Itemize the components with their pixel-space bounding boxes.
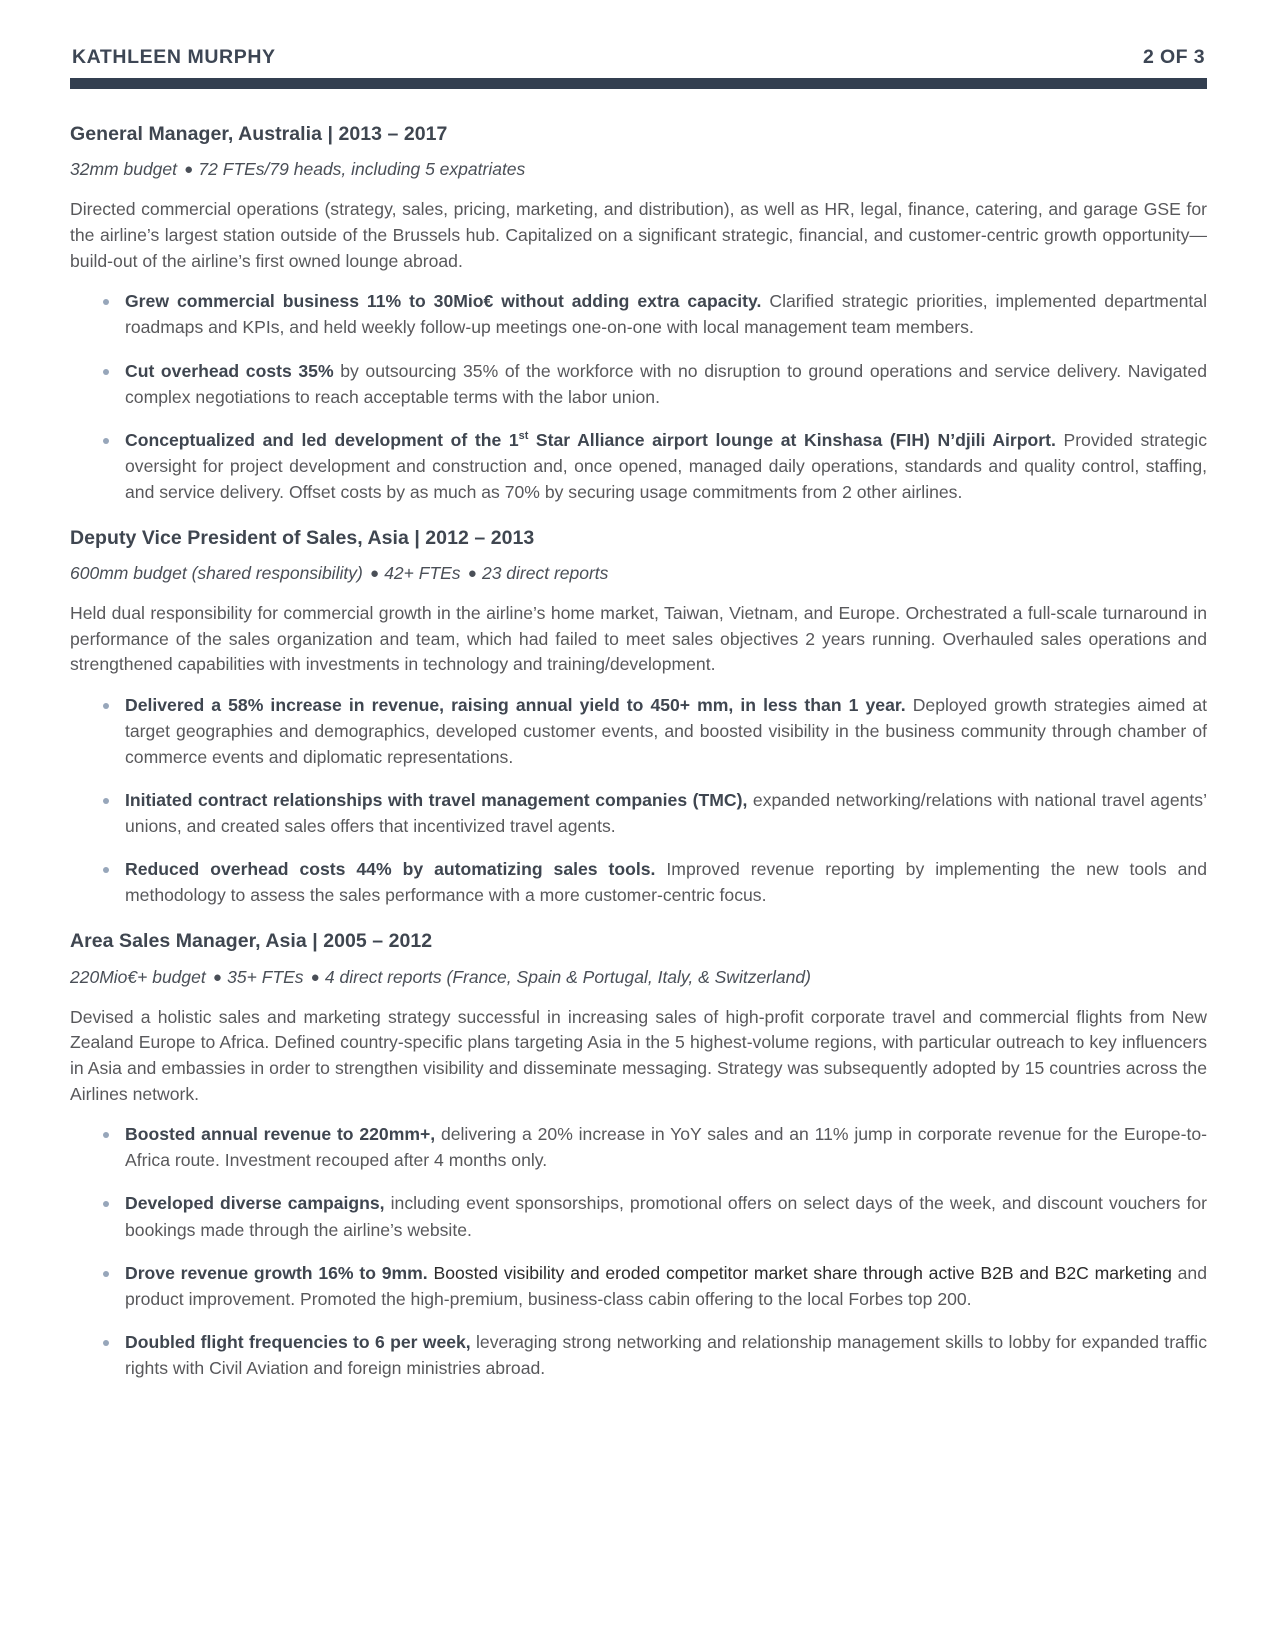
achievement-item [70,427,1207,505]
achievement-lead: Drove revenue growth 16% to 9mm. [125,1262,428,1283]
meta-part: 42+ FTEs [384,563,461,584]
job-entry [70,527,1207,909]
ordinal-suffix: st [518,429,529,442]
achievement-lead: Grew commercial business 11% to 30Mio€ without adding extra capacity. [125,291,762,312]
achievement-list [70,1121,1207,1380]
achievement-lead: Doubled flight frequencies to 6 per week, [125,1331,471,1352]
header-page-indicator: 2 OF 3 [1142,46,1205,68]
job-title: Deputy Vice President of Sales, Asia | 2012 – 2013 [70,526,535,549]
job-meta [70,563,1207,584]
meta-separator-bullet: ● [180,161,198,179]
achievement-detail: expanded networking/relations with national travel agents’ unions, and created sales offers that incentivized travel agents. [125,790,1208,837]
achievement-detail: leveraging strong networking and relationship management skills to lobby for expanded traffic rights with Civil Aviation and foreign ministries abroad. [125,1331,1207,1378]
achievement-detail: Clarified strategic priorities, implemented departmental roadmaps and KPIs, and held weekly follow-up meetings one-on-one with local management team members. [125,291,1207,338]
meta-part: 35+ FTEs [227,966,304,987]
meta-part: 23 direct reports [481,563,609,584]
achievement-lead: Reduced overhead costs 44% by automatizing sales tools. [125,859,656,880]
job-meta [70,967,1207,988]
achievement-item [70,1190,1207,1242]
meta-part: 220Mio€+ budget [70,966,206,987]
meta-part: 4 direct reports (France, Spain & Portugal, Italy, & Switzerland) [324,966,811,987]
meta-part: 600mm budget (shared responsibility) [70,563,363,584]
job-summary: Devised a holistic sales and marketing strategy successful in increasing sales of high-profit corporate travel and commercial flights from New Zealand Europe to Africa. Defined country-specific plans targeting Asia in the 5 highest-volume regions, with particular outreach to key influencers in Asia and embassies in order to strengthen visibility and disseminate messaging. Strategy was subsequently adopted by 15 countries across the Airlines network. [70,1006,1207,1104]
achievement-item [70,288,1207,340]
achievement-item [70,787,1207,839]
achievement-detail: Provided strategic oversight for project development and construction and, once opened, managed daily operations, standards and quality control, staffing, and service delivery. Offset costs by as much as 70% by securing usage commitments from 2 other airlines. [125,429,1207,502]
achievement-detail: and product improvement. Promoted the high-premium, business-class cabin offering to the local Forbes top 200. [125,1262,1207,1309]
job-entry [70,930,1207,1380]
meta-separator-bullet: ● [365,565,384,583]
experience-section [70,123,1207,1381]
header-divider-bar [70,78,1207,89]
achievement-lead: Delivered a 58% increase in revenue, raising annual yield to 450+ mm, in less than 1 year. [125,695,906,716]
achievement-lead: Developed diverse campaigns, [125,1193,385,1214]
achievement-lead: Initiated contract relationships with travel management companies (TMC), [125,790,748,811]
meta-part: 72 FTEs/79 heads, including 5 expatriates [198,159,526,180]
achievement-item [70,692,1207,770]
achievement-list [70,692,1207,908]
meta-part: 32mm budget [70,159,178,180]
achievement-item [70,1121,1207,1173]
achievement-detail: Improved revenue reporting by implementing the new tools and methodology to assess the sales performance with a more customer-centric focus. [125,859,1207,906]
achievement-list [70,288,1207,504]
achievement-detail: including event sponsorships, promotional offers on select days of the week, and discount vouchers for bookings made through the airline’s website. [125,1193,1208,1240]
achievement-detail: by outsourcing 35% of the workforce with no disruption to ground operations and service delivery. Navigated complex negotiations to reach acceptable terms with the labor union. [125,360,1207,407]
job-entry [70,123,1207,505]
achievement-lead: Conceptualized and led development of the 1st Star Alliance airport lounge at Kinshasa (FIH) N’djili Airport. [125,429,1056,450]
achievement-item [70,1260,1207,1312]
meta-separator-bullet: ● [463,565,481,583]
achievement-item [70,856,1207,908]
achievement-lead: Boosted annual revenue to 220mm+, [125,1124,436,1145]
meta-separator-bullet: ● [208,968,227,986]
job-summary: Held dual responsibility for commercial growth in the airline’s home market, Taiwan, Vietnam, and Europe. Orchestrated a full-scale turnaround in performance of the sales organization and team, which had failed to meet sales objectives 2 years running. Overhauled sales operations and strengthened capabilities with investments in technology and training/development. [70,603,1207,675]
achievement-item [70,1329,1207,1381]
job-title: General Manager, Australia | 2013 – 2017 [70,123,448,145]
achievement-detail: delivering a 20% increase in YoY sales and an 11% jump in corporate revenue for the Europe-to-Africa route. Investment recouped after 4 months only. [125,1124,1207,1171]
job-meta [70,159,1207,180]
job-summary: Directed commercial operations (strategy, sales, pricing, marketing, and distribution), as well as HR, legal, finance, catering, and garage GSE for the airline’s largest station outside of the Brussels hub. Capitalized on a significant strategic, financial, and customer-centric growth opportunity—build-out of the airline’s first owned lounge abroad. [70,199,1207,271]
job-title: Area Sales Manager, Asia | 2005 – 2012 [70,930,433,953]
achievement-emphasis: Boosted visibility and eroded competitor market share through active B2B and B2C marketing [427,1262,1172,1283]
achievement-lead-tail: Star Alliance airport lounge at Kinshasa (FIH) N’djili Airport. [528,429,1056,450]
header-candidate-name: KATHLEEN MURPHY [72,46,276,68]
achievement-item [70,358,1207,410]
page-header [70,46,1207,73]
meta-separator-bullet: ● [306,968,324,986]
achievement-lead: Cut overhead costs 35% [125,360,334,381]
achievement-detail: Deployed growth strategies aimed at target geographies and demographics, developed customer events, and boosted visibility in the business community through chamber of commerce events and diplomatic representations. [125,695,1208,768]
